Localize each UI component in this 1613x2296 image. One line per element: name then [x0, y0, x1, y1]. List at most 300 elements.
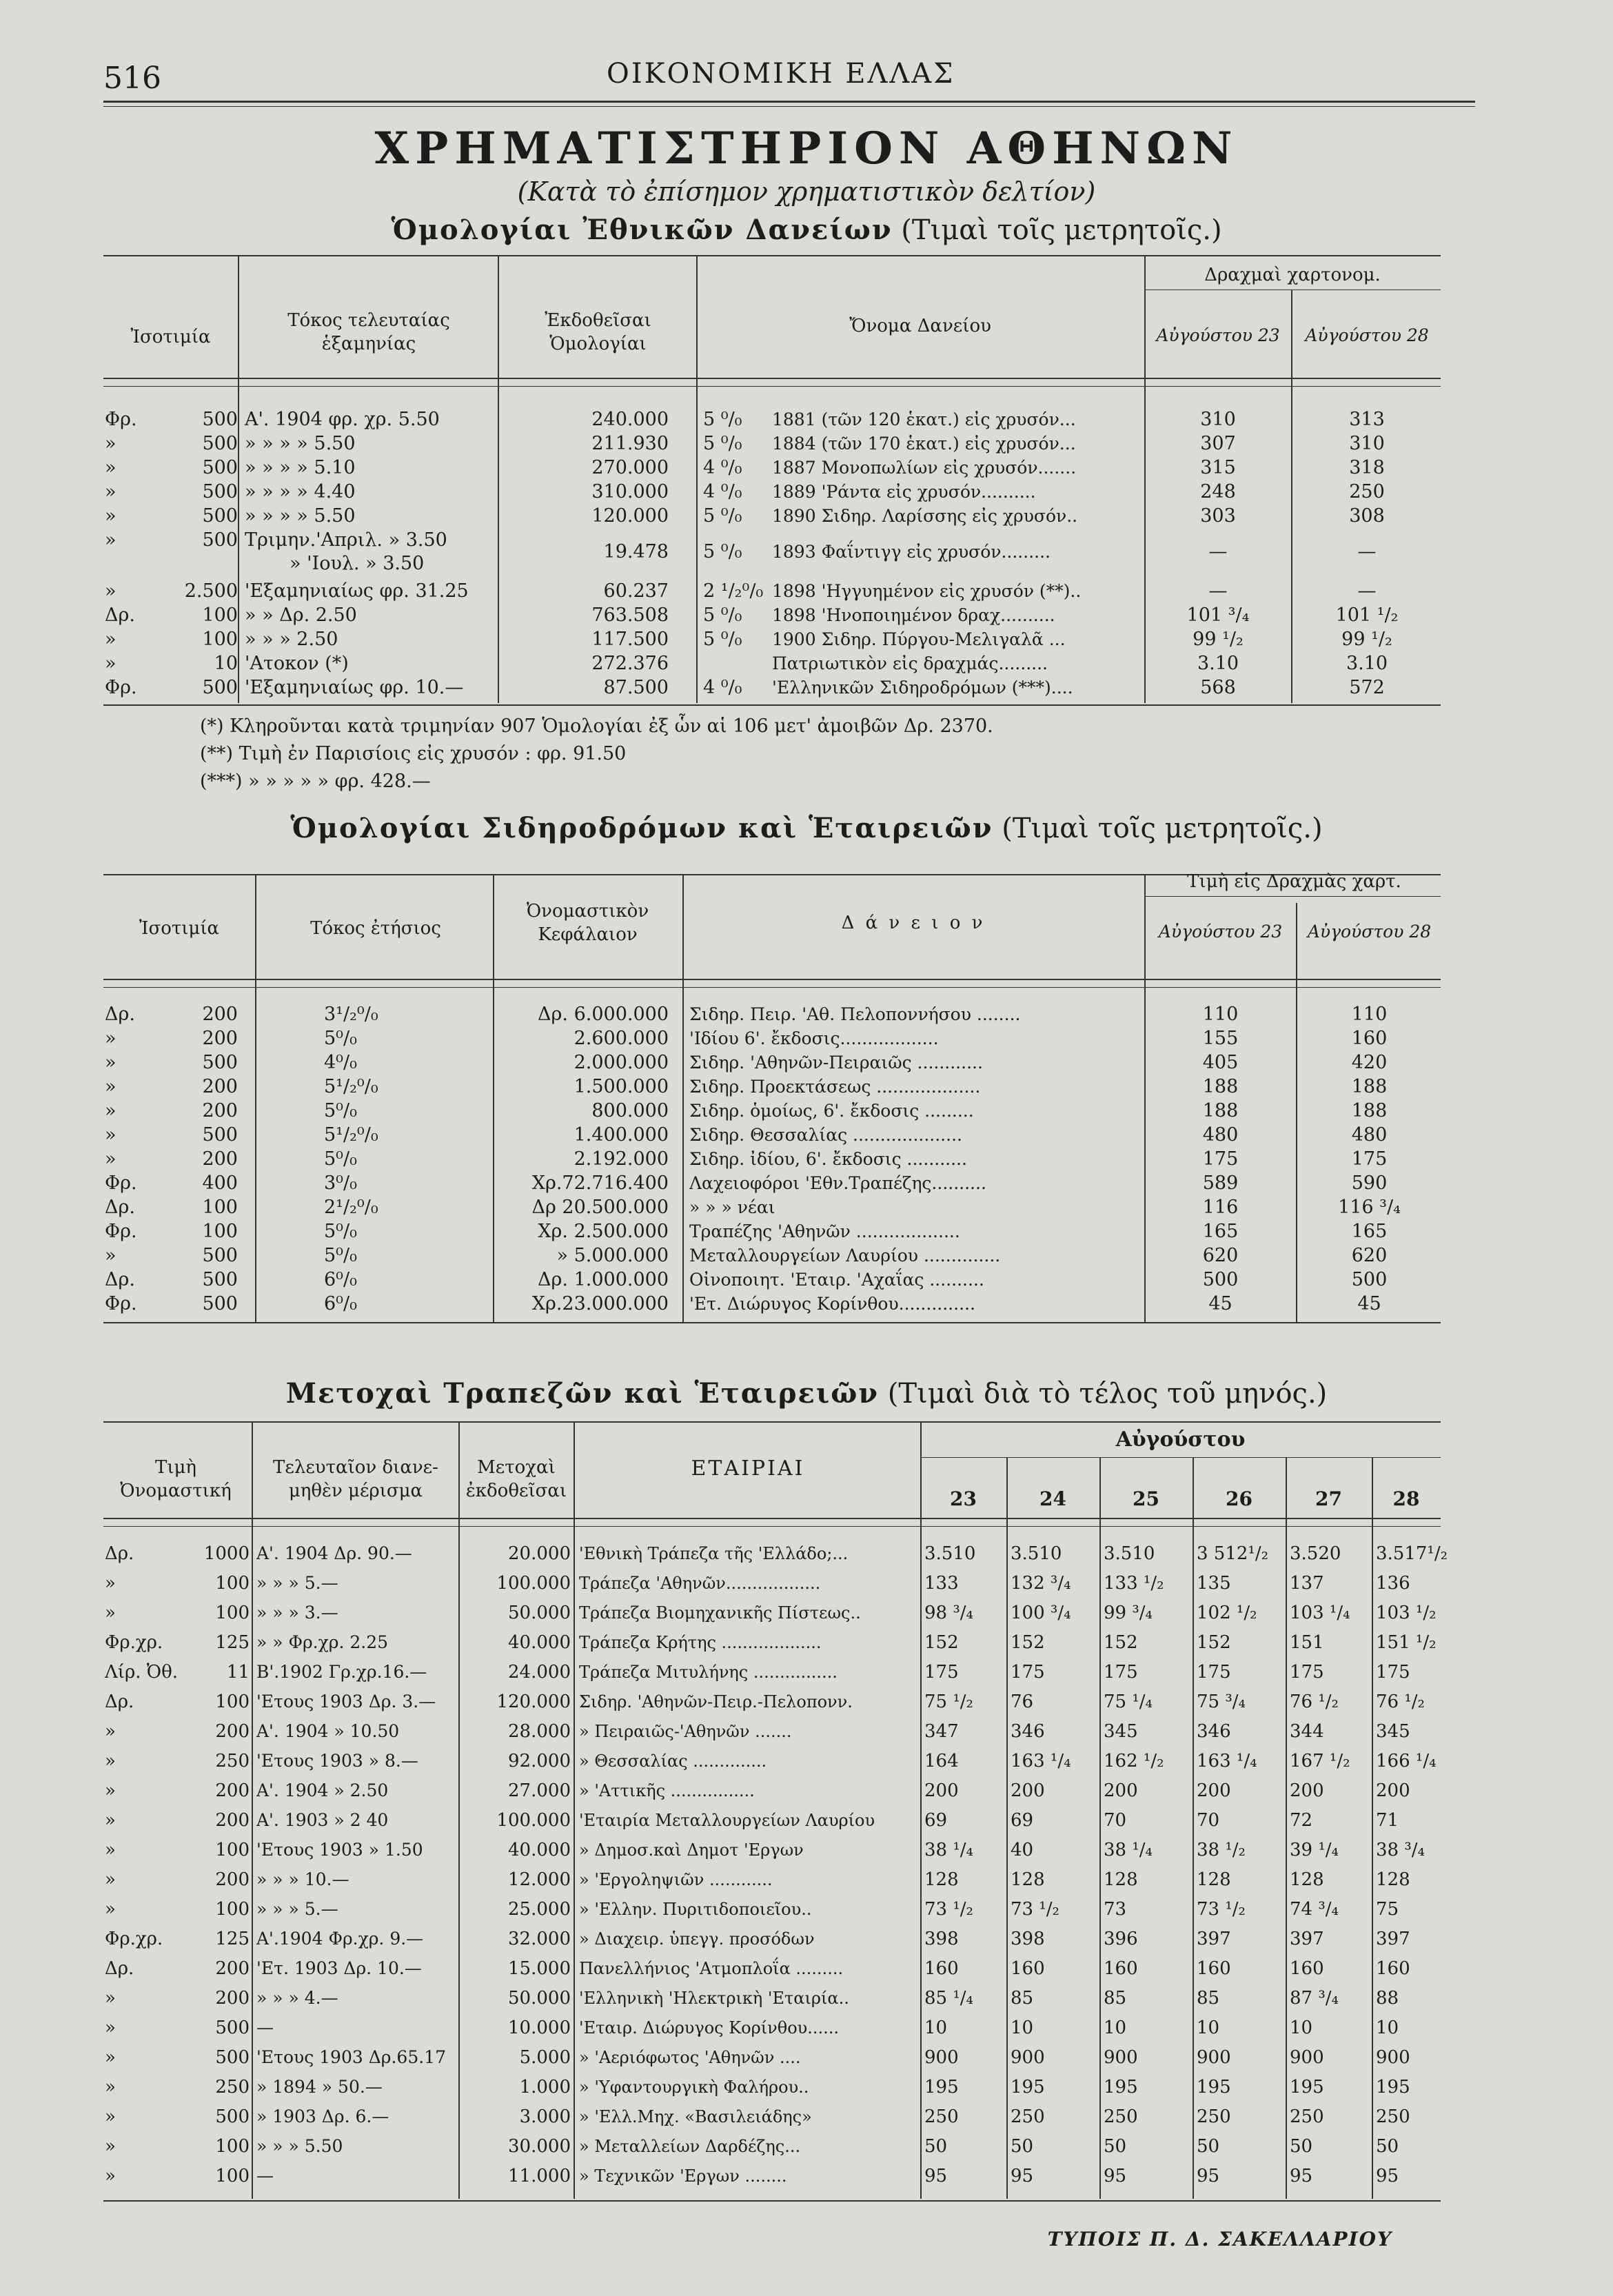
row-price-28: 420 [1351, 1052, 1388, 1073]
row-nominal: 125 [215, 1929, 250, 1949]
row-price-23: 405 [1202, 1052, 1239, 1073]
row-price: 100 ³/₄ [1011, 1603, 1071, 1623]
row-parity: 100 [202, 605, 238, 626]
row-price-28: 480 [1351, 1124, 1388, 1146]
row-price: 73 ¹/₂ [1197, 1899, 1246, 1920]
row-price: 250 [1104, 2106, 1138, 2127]
row-currency: Δρ. [105, 1543, 134, 1564]
table-rule [103, 704, 1441, 706]
row-capital: » 5.000.000 [556, 1245, 669, 1266]
row-price-28: 188 [1351, 1100, 1388, 1121]
row-currency: » [105, 1028, 116, 1049]
row-interest: 5¹/₂⁰/₀ [324, 1124, 378, 1146]
row-nominal: 200 [215, 1988, 250, 2009]
row-parity: 100 [202, 629, 238, 650]
row-price: 95 [924, 2166, 948, 2186]
row-dividend: 'Ετους 1903 Δρ.65.17 [256, 2047, 446, 2067]
column-rule [574, 1421, 575, 2199]
row-price: 398 [1011, 1929, 1045, 1949]
row-price: 152 [1011, 1632, 1045, 1653]
row-parity: 200 [202, 1004, 238, 1025]
row-price: 347 [924, 1721, 959, 1742]
row-shares: 24.000 [508, 1662, 571, 1683]
header-day: 27 [1315, 1487, 1342, 1510]
row-interest: 5⁰/₀ [324, 1221, 357, 1242]
row-coupon: 'Ατοκον (*) [245, 653, 349, 674]
row-price: 900 [1290, 2047, 1324, 2068]
row-parity: 500 [202, 1124, 238, 1146]
row-company: 'Ελληνικὴ 'Ηλεκτρικὴ 'Εταιρία.. [579, 1989, 849, 2008]
row-price: 152 [1197, 1632, 1231, 1653]
row-interest: 5⁰/₀ [324, 1148, 357, 1170]
row-loan-name: 1898 'Ηνοποιημένον δραχ.......... [772, 605, 1055, 625]
row-price: 85 [1011, 1988, 1034, 2009]
row-price-23: 165 [1202, 1221, 1239, 1242]
row-company: 'Εθνικὴ Τράπεζα τῆς 'Ελλάδο;... [579, 1544, 849, 1563]
row-capital: Χρ. 2.500.000 [538, 1221, 669, 1242]
row-price: 900 [1104, 2047, 1138, 2068]
section2-heading-rest: (Τιμαὶ τοῖς μετρητοῖς.) [1002, 813, 1323, 844]
row-coupon: » » » » 5.10 [245, 457, 356, 478]
column-rule [920, 1457, 922, 2199]
row-price: 167 ¹/₂ [1290, 1751, 1350, 1771]
header-day: 24 [1039, 1487, 1066, 1510]
row-issued: 240.000 [591, 409, 669, 430]
row-nominal: 100 [215, 2166, 250, 2186]
row-price-23: 315 [1200, 457, 1236, 478]
row-shares: 28.000 [508, 1721, 571, 1742]
row-currency: » [105, 1721, 116, 1742]
row-issued: 310.000 [591, 481, 669, 502]
row-currency: » [105, 2166, 116, 2186]
printer-imprint: ΤΥΠΟΙΣ Π. Δ. ΣΑΚΕΛΛΑΡΙΟΥ [1047, 2228, 1392, 2251]
row-coupon: Α'. 1904 φρ. χρ. 5.50 [245, 409, 440, 430]
row-price: 128 [1290, 1869, 1324, 1890]
row-parity: 100 [202, 1221, 238, 1242]
row-capital: 2.600.000 [574, 1028, 669, 1049]
row-rate: 5 ⁰/₀ [703, 409, 742, 430]
row-price: 397 [1290, 1929, 1324, 1949]
row-interest: 2¹/₂⁰/₀ [324, 1197, 378, 1218]
row-price-28: — [1357, 580, 1377, 602]
column-rule [493, 874, 494, 1322]
column-rule [498, 255, 499, 703]
row-company: 'Εταιρία Μεταλλουργείων Λαυρίου [579, 1811, 875, 1830]
row-price: 175 [1197, 1662, 1231, 1683]
row-currency: Δρ. [105, 1691, 134, 1712]
row-price-28: 175 [1351, 1148, 1388, 1170]
row-loan-name: Σιδηρ. ἰδίου, 6'. ἔκδοσις ........... [689, 1149, 967, 1169]
header-date-23: Αὐγούστου 23 [1156, 325, 1280, 345]
row-capital: Δρ. 1.000.000 [538, 1269, 669, 1290]
row-parity: 500 [202, 1269, 238, 1290]
row-price-23: 307 [1200, 433, 1236, 454]
row-dividend: Α'. 1904 Δρ. 90.— [256, 1543, 412, 1563]
row-price: 152 [1104, 1632, 1138, 1653]
column-rule [1296, 903, 1297, 1322]
header-rule [103, 101, 1475, 103]
row-price: 3.520 [1290, 1543, 1341, 1564]
row-price: 136 [1376, 1573, 1410, 1594]
column-rule [1291, 289, 1292, 703]
row-nominal: 100 [215, 1899, 250, 1920]
page-title: ΧΡΗΜΑΤΙΣΤΗΡΙΟΝ ΑΘΗΝΩΝ [374, 123, 1239, 174]
row-parity: 500 [202, 529, 238, 551]
row-price: 103 ¹/₂ [1376, 1603, 1437, 1623]
row-coupon-extra: » 'Ιουλ. » 3.50 [290, 553, 425, 574]
row-price-23: 188 [1202, 1100, 1239, 1121]
row-price-28: 620 [1351, 1245, 1388, 1266]
table-rule [103, 386, 1441, 387]
row-shares: 50.000 [508, 1603, 571, 1623]
row-price: 200 [1104, 1780, 1138, 1801]
row-loan-name: 'Ετ. Διώρυγος Κορίνθου.............. [689, 1294, 975, 1314]
row-rate: 5 ⁰/₀ [703, 433, 742, 454]
row-price: 76 [1011, 1691, 1034, 1712]
row-price: 128 [1104, 1869, 1138, 1890]
row-price: 175 [1104, 1662, 1138, 1683]
row-price: 75 [1376, 1899, 1399, 1920]
row-price-23: 175 [1202, 1148, 1239, 1170]
header-day: 28 [1392, 1487, 1420, 1510]
row-price-28: 500 [1351, 1269, 1388, 1290]
row-dividend: » » » 5.— [256, 1899, 338, 1919]
row-price: 900 [924, 2047, 959, 2068]
header-day: 25 [1133, 1487, 1159, 1510]
row-company: » 'Αεριόφωτος 'Αθηνῶν .... [579, 2048, 801, 2067]
header-day: 26 [1226, 1487, 1252, 1510]
row-dividend: » » » 10.— [256, 1869, 349, 1889]
column-rule [1286, 1457, 1287, 2199]
row-issued: 270.000 [591, 457, 669, 478]
row-price: 396 [1104, 1929, 1138, 1949]
row-dividend: Β'.1902 Γρ.χρ.16.— [256, 1662, 427, 1682]
row-dividend: Α'. 1904 » 10.50 [256, 1721, 400, 1741]
row-price: 95 [1290, 2166, 1313, 2186]
row-shares: 12.000 [508, 1869, 571, 1890]
row-price-23: 568 [1200, 677, 1236, 698]
row-company: » Διαχειρ. ὑπεγγ. προσόδων [579, 1929, 815, 1949]
row-price: 10 [1376, 2018, 1399, 2038]
row-price: 72 [1290, 1810, 1313, 1831]
row-price-23: 3.10 [1197, 653, 1239, 674]
row-dividend: — [256, 2018, 274, 2038]
row-price: 151 [1290, 1632, 1324, 1653]
row-price: 76 ¹/₂ [1376, 1691, 1425, 1712]
row-currency: Δρ. [105, 1269, 135, 1290]
row-rate: 5 ⁰/₀ [703, 629, 742, 650]
row-currency: » [105, 481, 116, 502]
row-currency: » [105, 1052, 116, 1073]
row-price: 135 [1197, 1573, 1231, 1594]
row-price: 88 [1376, 1988, 1399, 2009]
row-currency: » [105, 1869, 116, 1890]
row-nominal: 250 [215, 1751, 250, 1771]
row-currency: Φρ. [105, 1172, 137, 1194]
row-price: 152 [924, 1632, 959, 1653]
row-price: 195 [1104, 2077, 1138, 2097]
row-currency: » [105, 529, 116, 551]
row-company: Τράπεζα Μιτυλήνης ................ [579, 1663, 838, 1682]
row-parity: 500 [202, 677, 238, 698]
row-dividend: » » » 3.— [256, 1603, 338, 1623]
row-parity: 200 [202, 1100, 238, 1121]
table-rule [1144, 289, 1441, 290]
row-dividend: » » » 5.50 [256, 2136, 343, 2156]
column-rule [1144, 874, 1146, 1322]
row-nominal: 100 [215, 1573, 250, 1594]
table-rule [103, 1421, 1441, 1423]
row-parity: 500 [202, 1052, 238, 1073]
row-coupon: » » » » 5.50 [245, 433, 356, 454]
row-price: 50 [1290, 2136, 1313, 2157]
row-price: 73 ¹/₂ [1011, 1899, 1059, 1920]
footnote: (**) Τιμὴ ἐν Παρισίοις εἰς χρυσόν : φρ. 91.50 [200, 743, 627, 764]
row-price: 10 [1104, 2018, 1127, 2038]
row-price: 195 [1011, 2077, 1045, 2097]
row-price: 3 512¹/₂ [1197, 1543, 1269, 1564]
row-price: 175 [1290, 1662, 1324, 1683]
row-price: 200 [1290, 1780, 1324, 1801]
row-issued: 19.478 [603, 541, 669, 562]
row-price: 250 [924, 2106, 959, 2127]
row-shares: 15.000 [508, 1958, 571, 1979]
row-price: 163 ¹/₄ [1197, 1751, 1257, 1771]
header-interest: Τόκος ἐτήσιος [310, 918, 441, 939]
row-price: 200 [1011, 1780, 1045, 1801]
row-company: » Δημοσ.καὶ Δημοτ 'Εργων [579, 1840, 804, 1860]
row-nominal: 125 [215, 1632, 250, 1653]
row-shares: 50.000 [508, 1988, 571, 2009]
row-price: 137 [1290, 1573, 1324, 1594]
row-price: 250 [1011, 2106, 1045, 2127]
row-shares: 100.000 [496, 1810, 571, 1831]
row-currency: » [105, 629, 116, 650]
row-loan-name: 1898 'Ηγγυημένον εἰς χρυσόν (**).. [772, 581, 1082, 601]
row-issued: 87.500 [603, 677, 669, 698]
row-dividend: Α'. 1903 » 2 40 [256, 1810, 389, 1830]
row-currency: » [105, 1751, 116, 1771]
row-price: 99 ³/₄ [1104, 1603, 1153, 1623]
column-rule [1099, 1457, 1101, 2199]
row-capital: Δρ 20.500.000 [531, 1197, 669, 1218]
table-rule [1144, 896, 1441, 897]
row-price: 71 [1376, 1810, 1399, 1831]
row-price-28: 250 [1349, 481, 1385, 502]
row-parity: 2.500 [184, 580, 238, 602]
row-currency: Φρ.χρ. [105, 1929, 163, 1949]
row-capital: Χρ.23.000.000 [531, 1293, 669, 1314]
row-coupon: » » Δρ. 2.50 [245, 605, 357, 626]
table-rule [103, 987, 1441, 988]
row-price-23: — [1208, 580, 1228, 602]
row-price: 95 [1197, 2166, 1220, 2186]
column-rule [1144, 255, 1146, 703]
header-loan: Ὄνομα Δανείου [849, 316, 991, 336]
row-currency: » [105, 1603, 116, 1623]
row-currency: » [105, 1245, 116, 1266]
section1-heading [0, 214, 1613, 246]
row-price: 195 [1376, 2077, 1410, 2097]
table-rule [103, 979, 1441, 980]
row-price: 76 ¹/₂ [1290, 1691, 1339, 1712]
page-subtitle: (Κατὰ τὸ ἐπίσημον χρηματιστικὸν δελτίον) [517, 176, 1096, 207]
row-price: 345 [1376, 1721, 1410, 1742]
row-parity: 500 [202, 1293, 238, 1314]
row-price: 163 ¹/₄ [1011, 1751, 1071, 1771]
header-date-28: Αὐγούστου 28 [1305, 325, 1429, 345]
row-price: 10 [1290, 2018, 1313, 2038]
column-rule [1006, 1457, 1008, 2199]
section2-heading [0, 812, 1613, 844]
row-currency: Δρ. [105, 1197, 135, 1218]
row-rate: 2 ¹/₂⁰/₀ [703, 580, 764, 602]
row-issued: 117.500 [591, 629, 669, 650]
row-price: 128 [1011, 1869, 1045, 1890]
column-rule [696, 255, 698, 703]
row-price: 74 ³/₄ [1290, 1899, 1339, 1920]
row-coupon: » » » » 5.50 [245, 505, 356, 527]
row-dividend: Α'. 1904 » 2.50 [256, 1780, 389, 1800]
row-price: 50 [1104, 2136, 1127, 2157]
row-price: 95 [1011, 2166, 1034, 2186]
row-capital: 800.000 [591, 1100, 669, 1121]
row-price: 162 ¹/₂ [1104, 1751, 1164, 1771]
page-number: 516 [103, 61, 161, 96]
row-price: 85 [1197, 1988, 1220, 2009]
row-price: 900 [1376, 2047, 1410, 2068]
row-price-28: 308 [1349, 505, 1385, 527]
row-dividend: Α'.1904 Φρ.χρ. 9.— [256, 1929, 424, 1949]
row-price: 70 [1197, 1810, 1220, 1831]
row-parity: 100 [202, 1197, 238, 1218]
row-price-23: 480 [1202, 1124, 1239, 1146]
row-price-28: 165 [1351, 1221, 1388, 1242]
row-loan-name: 'Ιδίου 6'. ἔκδοσις.................. [689, 1028, 939, 1048]
row-price: 87 ³/₄ [1290, 1988, 1339, 2009]
row-loan-name: 1893 Φαΐντιγγ εἰς χρυσόν......... [772, 542, 1051, 562]
row-currency: » [105, 433, 116, 454]
row-price-23: 500 [1202, 1269, 1239, 1290]
row-price: 200 [924, 1780, 959, 1801]
header-day: 23 [950, 1487, 977, 1510]
row-loan-name: 'Ελληνικῶν Σιδηροδρόμων (***).... [772, 678, 1073, 698]
row-price: 397 [1376, 1929, 1410, 1949]
section3-heading-rest: (Τιμαὶ διὰ τὸ τέλος τοῦ μηνός.) [887, 1378, 1328, 1410]
row-price: 3.517¹/₂ [1376, 1543, 1448, 1564]
row-price-28: 3.10 [1346, 653, 1388, 674]
row-interest: 6⁰/₀ [324, 1269, 357, 1290]
row-price: 900 [1197, 2047, 1231, 2068]
row-price-28: 590 [1351, 1172, 1388, 1194]
row-parity: 500 [202, 409, 238, 430]
row-price: 128 [1376, 1869, 1410, 1890]
header-shares: Μετοχαὶ ἐκδοθεῖσαι [465, 1457, 567, 1501]
row-price: 175 [1376, 1662, 1410, 1683]
row-loan-name: » » » νέαι [689, 1197, 775, 1217]
row-coupon: » » » 2.50 [245, 629, 338, 650]
table-rule [103, 378, 1441, 379]
row-price-28: 101 ¹/₂ [1335, 605, 1399, 626]
row-company: 'Εταιρ. Διώρυγος Κορίνθου...... [579, 2018, 840, 2038]
row-issued: 60.237 [603, 580, 669, 602]
row-shares: 27.000 [508, 1780, 571, 1801]
row-price-28: 310 [1349, 433, 1385, 454]
row-capital: 1.500.000 [574, 1076, 669, 1097]
row-price: 10 [1011, 2018, 1034, 2038]
row-price-28: 160 [1351, 1028, 1388, 1049]
row-dividend: 'Ετους 1903 » 8.— [256, 1751, 418, 1771]
row-price-23: 99 ¹/₂ [1193, 629, 1244, 650]
header-companies: ΕΤΑΙΡΙΑΙ [691, 1456, 805, 1481]
row-currency: Δρ. [105, 1004, 135, 1025]
row-interest: 4⁰/₀ [324, 1052, 357, 1073]
row-price: 103 ¹/₄ [1290, 1603, 1350, 1623]
row-currency: » [105, 505, 116, 527]
row-price-28: 188 [1351, 1076, 1388, 1097]
row-price: 160 [924, 1958, 959, 1979]
section1-heading-bold: Ὁμολογίαι Ἐθνικῶν Δανείων [391, 214, 893, 246]
row-price-23: 110 [1202, 1004, 1239, 1025]
row-nominal: 100 [215, 1691, 250, 1712]
row-dividend: — [256, 2166, 274, 2186]
row-price: 166 ¹/₄ [1376, 1751, 1437, 1771]
row-price: 133 ¹/₂ [1104, 1573, 1164, 1594]
row-currency: Φρ. [105, 1293, 137, 1314]
row-loan-name: Σιδηρ. Προεκτάσεως ................... [689, 1077, 981, 1097]
row-price: 38 ¹/₄ [924, 1840, 973, 1860]
row-price-28: 318 [1349, 457, 1385, 478]
row-interest: 6⁰/₀ [324, 1293, 357, 1314]
row-nominal: 100 [215, 2136, 250, 2157]
row-interest: 5⁰/₀ [324, 1100, 357, 1121]
row-price: 195 [924, 2077, 959, 2097]
header-coupon: Τόκος τελευταίας ἑξαμηνίας [287, 310, 450, 354]
row-rate: 5 ⁰/₀ [703, 541, 742, 562]
row-shares: 20.000 [508, 1543, 571, 1564]
row-price: 10 [1197, 2018, 1220, 2038]
row-currency: » [105, 2106, 116, 2127]
column-rule [255, 874, 256, 1322]
row-company: Τράπεζα Βιομηχανικῆς Πίστεως.. [579, 1603, 861, 1623]
row-company: » 'Ελλ.Μηχ. «Βασιλειάδης» [579, 2107, 812, 2126]
header-nominal: Τιμὴ Ὀνομαστική [120, 1457, 232, 1501]
row-currency: » [105, 1573, 116, 1594]
row-shares: 1.000 [519, 2077, 571, 2097]
row-price: 175 [1011, 1662, 1045, 1683]
row-currency: » [105, 1100, 116, 1121]
row-currency: » [105, 1076, 116, 1097]
row-shares: 10.000 [508, 2018, 571, 2038]
row-parity: 500 [202, 1245, 238, 1266]
row-interest: 3¹/₂⁰/₀ [324, 1004, 378, 1025]
row-shares: 40.000 [508, 1632, 571, 1653]
row-rate: 4 ⁰/₀ [703, 481, 742, 502]
row-price-23: 310 [1200, 409, 1236, 430]
row-loan-name: Μεταλλουργείων Λαυρίου .............. [689, 1246, 1001, 1266]
row-loan-name: Λαχειοφόροι 'Εθν.Τραπέζης.......... [689, 1173, 986, 1193]
row-price-23: 116 [1202, 1197, 1239, 1218]
row-nominal: 200 [215, 1958, 250, 1979]
row-currency: » [105, 2077, 116, 2097]
row-parity: 10 [214, 653, 238, 674]
row-currency: » [105, 1148, 116, 1170]
row-shares: 40.000 [508, 1840, 571, 1860]
row-interest: 3⁰/₀ [324, 1172, 357, 1194]
row-currency: Δρ. [105, 1958, 134, 1979]
row-price: 250 [1197, 2106, 1231, 2127]
row-currency: Φρ. [105, 409, 137, 430]
